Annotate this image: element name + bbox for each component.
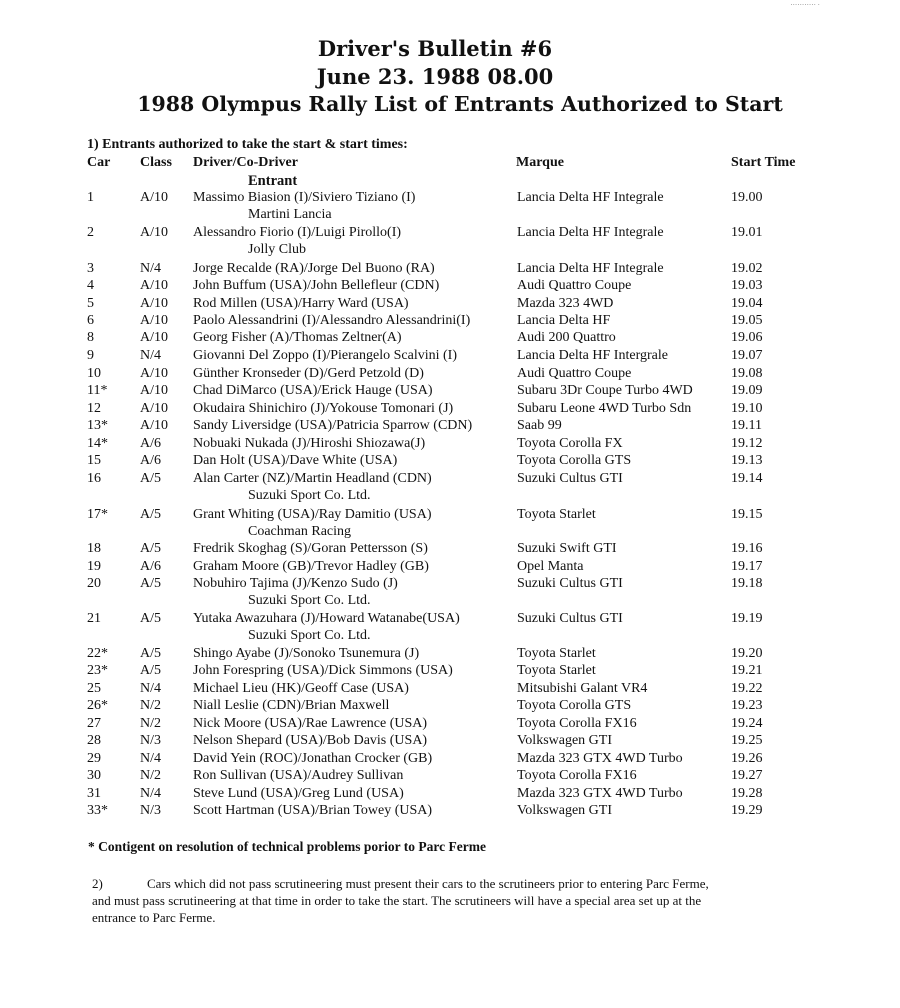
cell-car: 27 [87, 716, 101, 731]
cell-start-time: 19.06 [731, 330, 763, 345]
cell-car: 11* [87, 383, 108, 398]
cell-class: A/10 [140, 383, 168, 398]
cell-driver: Michael Lieu (HK)/Geoff Case (USA) [193, 681, 409, 696]
cell-marque: Toyota Corolla GTS [517, 453, 632, 468]
cell-start-time: 19.16 [731, 541, 763, 556]
cell-entrant: Jolly Club [248, 242, 306, 257]
cell-class: A/10 [140, 418, 168, 433]
cell-car: 6 [87, 313, 94, 328]
cell-class: A/5 [140, 611, 161, 626]
cell-driver: Grant Whiting (USA)/Ray Damitio (USA) [193, 507, 432, 522]
cell-driver: Dan Holt (USA)/Dave White (USA) [193, 453, 398, 468]
col-car: Car [87, 155, 111, 170]
cell-class: N/4 [140, 261, 161, 276]
cell-marque: Subaru Leone 4WD Turbo Sdn [517, 401, 692, 416]
cell-entrant: Suzuki Sport Co. Ltd. [248, 593, 371, 608]
cell-start-time: 19.07 [731, 348, 763, 363]
cell-class: N/4 [140, 348, 161, 363]
cell-start-time: 19.23 [731, 698, 763, 713]
cell-car: 2 [87, 225, 94, 240]
cell-start-time: 19.10 [731, 401, 763, 416]
cell-car: 28 [87, 733, 101, 748]
scan-artifact: ··········· · [790, 1, 820, 9]
cell-class: N/2 [140, 716, 161, 731]
section-2-line1: Cars which did not pass scrutineering must present their cars to the scrutineers prior to entering Parc Ferme, [147, 876, 709, 891]
cell-marque: Mazda 323 GTX 4WD Turbo [517, 751, 683, 766]
cell-entrant: Martini Lancia [248, 207, 332, 222]
cell-start-time: 19.11 [731, 418, 762, 433]
cell-driver: Scott Hartman (USA)/Brian Towey (USA) [193, 803, 433, 818]
cell-car: 1 [87, 190, 94, 205]
cell-car: 19 [87, 559, 101, 574]
cell-marque: Saab 99 [517, 418, 562, 433]
col-entrant: Entrant [248, 173, 298, 189]
cell-start-time: 19.20 [731, 646, 763, 661]
cell-marque: Opel Manta [517, 559, 584, 574]
cell-marque: Lancia Delta HF Integrale [517, 261, 664, 276]
cell-marque: Audi 200 Quattro [517, 330, 616, 345]
cell-car: 9 [87, 348, 94, 363]
cell-start-time: 19.18 [731, 576, 763, 591]
cell-car: 8 [87, 330, 94, 345]
cell-driver: Nobuhiro Tajima (J)/Kenzo Sudo (J) [193, 576, 398, 591]
cell-car: 5 [87, 296, 94, 311]
cell-class: A/6 [140, 436, 161, 451]
cell-class: N/4 [140, 786, 161, 801]
cell-marque: Toyota Starlet [517, 663, 596, 678]
col-marque: Marque [516, 155, 564, 170]
cell-class: A/6 [140, 453, 161, 468]
cell-class: A/10 [140, 278, 168, 293]
cell-marque: Toyota Starlet [517, 646, 596, 661]
cell-car: 33* [87, 803, 108, 818]
cell-entrant: Suzuki Sport Co. Ltd. [248, 488, 371, 503]
col-driver: Driver/Co-Driver [193, 155, 298, 170]
cell-start-time: 19.28 [731, 786, 763, 801]
cell-car: 22* [87, 646, 108, 661]
cell-class: N/3 [140, 733, 161, 748]
cell-car: 18 [87, 541, 101, 556]
cell-driver: Günther Kronseder (D)/Gerd Petzold (D) [193, 366, 424, 381]
cell-start-time: 19.09 [731, 383, 763, 398]
cell-car: 15 [87, 453, 101, 468]
cell-start-time: 19.12 [731, 436, 763, 451]
cell-marque: Toyota Starlet [517, 507, 596, 522]
cell-driver: Niall Leslie (CDN)/Brian Maxwell [193, 698, 390, 713]
section-2-line2: and must pass scrutineering at that time in order to take the start. The scrutineers will have a special area set up at the [92, 893, 702, 908]
cell-start-time: 19.14 [731, 471, 763, 486]
cell-marque: Lancia Delta HF Integrale [517, 190, 664, 205]
list-title: 1988 Olympus Rally List of Entrants Authorized to Start [137, 92, 783, 116]
cell-driver: Shingo Ayabe (J)/Sonoko Tsunemura (J) [193, 646, 420, 661]
cell-driver: Chad DiMarco (USA)/Erick Hauge (USA) [193, 383, 433, 398]
cell-car: 23* [87, 663, 108, 678]
cell-class: A/10 [140, 330, 168, 345]
cell-car: 20 [87, 576, 101, 591]
cell-class: A/5 [140, 471, 161, 486]
cell-marque: Toyota Corolla GTS [517, 698, 632, 713]
cell-start-time: 19.08 [731, 366, 763, 381]
section-2-line3: entrance to Parc Ferme. [92, 910, 216, 925]
cell-class: A/5 [140, 541, 161, 556]
cell-start-time: 19.05 [731, 313, 763, 328]
cell-driver: Paolo Alessandrini (I)/Alessandro Alessandrini(I) [193, 313, 471, 328]
cell-class: A/10 [140, 225, 168, 240]
cell-car: 30 [87, 768, 101, 783]
cell-marque: Toyota Corolla FX16 [517, 716, 637, 731]
cell-driver: Yutaka Awazuhara (J)/Howard Watanabe(USA) [193, 611, 460, 626]
cell-driver: Fredrik Skoghag (S)/Goran Pettersson (S) [193, 541, 428, 556]
cell-driver: Okudaira Shinichiro (J)/Yokouse Tomonari (J) [193, 401, 454, 416]
cell-start-time: 19.21 [731, 663, 763, 678]
cell-marque: Lancia Delta HF Intergrale [517, 348, 668, 363]
cell-car: 13* [87, 418, 108, 433]
cell-marque: Lancia Delta HF [517, 313, 611, 328]
cell-car: 17* [87, 507, 108, 522]
cell-marque: Audi Quattro Coupe [517, 278, 632, 293]
cell-marque: Volkswagen GTI [517, 733, 613, 748]
cell-start-time: 19.13 [731, 453, 763, 468]
cell-marque: Suzuki Cultus GTI [517, 576, 623, 591]
cell-driver: Ron Sullivan (USA)/Audrey Sullivan [193, 768, 404, 783]
cell-start-time: 19.25 [731, 733, 763, 748]
cell-car: 26* [87, 698, 108, 713]
cell-driver: Georg Fisher (A)/Thomas Zeltner(A) [193, 330, 402, 345]
cell-car: 10 [87, 366, 101, 381]
cell-class: A/10 [140, 313, 168, 328]
cell-start-time: 19.27 [731, 768, 763, 783]
cell-car: 29 [87, 751, 101, 766]
cell-car: 16 [87, 471, 101, 486]
cell-class: A/10 [140, 401, 168, 416]
cell-entrant: Suzuki Sport Co. Ltd. [248, 628, 371, 643]
cell-class: N/4 [140, 751, 161, 766]
cell-class: A/5 [140, 646, 161, 661]
cell-class: A/5 [140, 663, 161, 678]
cell-driver: David Yein (ROC)/Jonathan Crocker (GB) [193, 751, 433, 766]
cell-class: A/10 [140, 190, 168, 205]
cell-marque: Suzuki Cultus GTI [517, 471, 623, 486]
cell-driver: Sandy Liversidge (USA)/Patricia Sparrow (CDN) [193, 418, 473, 433]
col-start-time: Start Time [731, 155, 796, 170]
section-2-number: 2) [92, 876, 103, 891]
cell-car: 12 [87, 401, 101, 416]
cell-marque: Audi Quattro Coupe [517, 366, 632, 381]
section-1-heading: 1) Entrants authorized to take the start & start times: [87, 137, 408, 152]
cell-start-time: 19.26 [731, 751, 763, 766]
cell-car: 21 [87, 611, 101, 626]
cell-start-time: 19.17 [731, 559, 763, 574]
cell-class: N/2 [140, 698, 161, 713]
cell-driver: Alessandro Fiorio (I)/Luigi Pirollo(I) [193, 225, 402, 240]
cell-start-time: 19.29 [731, 803, 763, 818]
cell-start-time: 19.02 [731, 261, 763, 276]
bulletin-date: June 23. 1988 08.00 [316, 64, 554, 89]
cell-driver: Massimo Biasion (I)/Siviero Tiziano (I) [193, 190, 416, 205]
col-class: Class [140, 155, 172, 170]
cell-marque: Mitsubishi Galant VR4 [517, 681, 648, 696]
cell-entrant: Coachman Racing [248, 524, 352, 539]
cell-marque: Lancia Delta HF Integrale [517, 225, 664, 240]
cell-start-time: 19.22 [731, 681, 763, 696]
cell-driver: Nobuaki Nukada (J)/Hiroshi Shiozawa(J) [193, 436, 426, 451]
cell-driver: Nick Moore (USA)/Rae Lawrence (USA) [193, 716, 428, 731]
cell-class: A/5 [140, 507, 161, 522]
cell-start-time: 19.04 [731, 296, 763, 311]
cell-start-time: 19.24 [731, 716, 763, 731]
cell-car: 3 [87, 261, 94, 276]
cell-driver: Giovanni Del Zoppo (I)/Pierangelo Scalvini (I) [193, 348, 457, 363]
cell-class: A/5 [140, 576, 161, 591]
cell-start-time: 19.01 [731, 225, 763, 240]
cell-car: 14* [87, 436, 108, 451]
cell-class: A/10 [140, 296, 168, 311]
cell-class: N/3 [140, 803, 161, 818]
cell-marque: Toyota Corolla FX [517, 436, 623, 451]
section-2 [92, 875, 852, 926]
cell-marque: Suzuki Swift GTI [517, 541, 617, 556]
cell-car: 4 [87, 278, 94, 293]
cell-driver: Graham Moore (GB)/Trevor Hadley (GB) [193, 559, 429, 574]
footnote: * Contigent on resolution of technical problems porior to Parc Ferme [88, 839, 486, 854]
cell-class: N/4 [140, 681, 161, 696]
cell-class: N/2 [140, 768, 161, 783]
cell-driver: Nelson Shepard (USA)/Bob Davis (USA) [193, 733, 428, 748]
cell-driver: Rod Millen (USA)/Harry Ward (USA) [193, 296, 409, 311]
cell-start-time: 19.15 [731, 507, 763, 522]
cell-marque: Toyota Corolla FX16 [517, 768, 637, 783]
bulletin-title: Driver's Bulletin #6 [317, 36, 553, 61]
cell-start-time: 19.00 [731, 190, 763, 205]
cell-marque: Volkswagen GTI [517, 803, 613, 818]
cell-marque: Suzuki Cultus GTI [517, 611, 623, 626]
cell-car: 25 [87, 681, 101, 696]
cell-car: 31 [87, 786, 101, 801]
cell-driver: John Buffum (USA)/John Bellefleur (CDN) [193, 278, 440, 293]
cell-start-time: 19.19 [731, 611, 763, 626]
cell-marque: Mazda 323 GTX 4WD Turbo [517, 786, 683, 801]
cell-driver: John Forespring (USA)/Dick Simmons (USA) [193, 663, 453, 678]
cell-marque: Mazda 323 4WD [517, 296, 614, 311]
cell-driver: Jorge Recalde (RA)/Jorge Del Buono (RA) [193, 261, 435, 276]
cell-marque: Subaru 3Dr Coupe Turbo 4WD [517, 383, 693, 398]
cell-start-time: 19.03 [731, 278, 763, 293]
cell-class: A/6 [140, 559, 161, 574]
cell-driver: Alan Carter (NZ)/Martin Headland (CDN) [193, 471, 432, 486]
cell-driver: Steve Lund (USA)/Greg Lund (USA) [193, 786, 404, 801]
cell-class: A/10 [140, 366, 168, 381]
